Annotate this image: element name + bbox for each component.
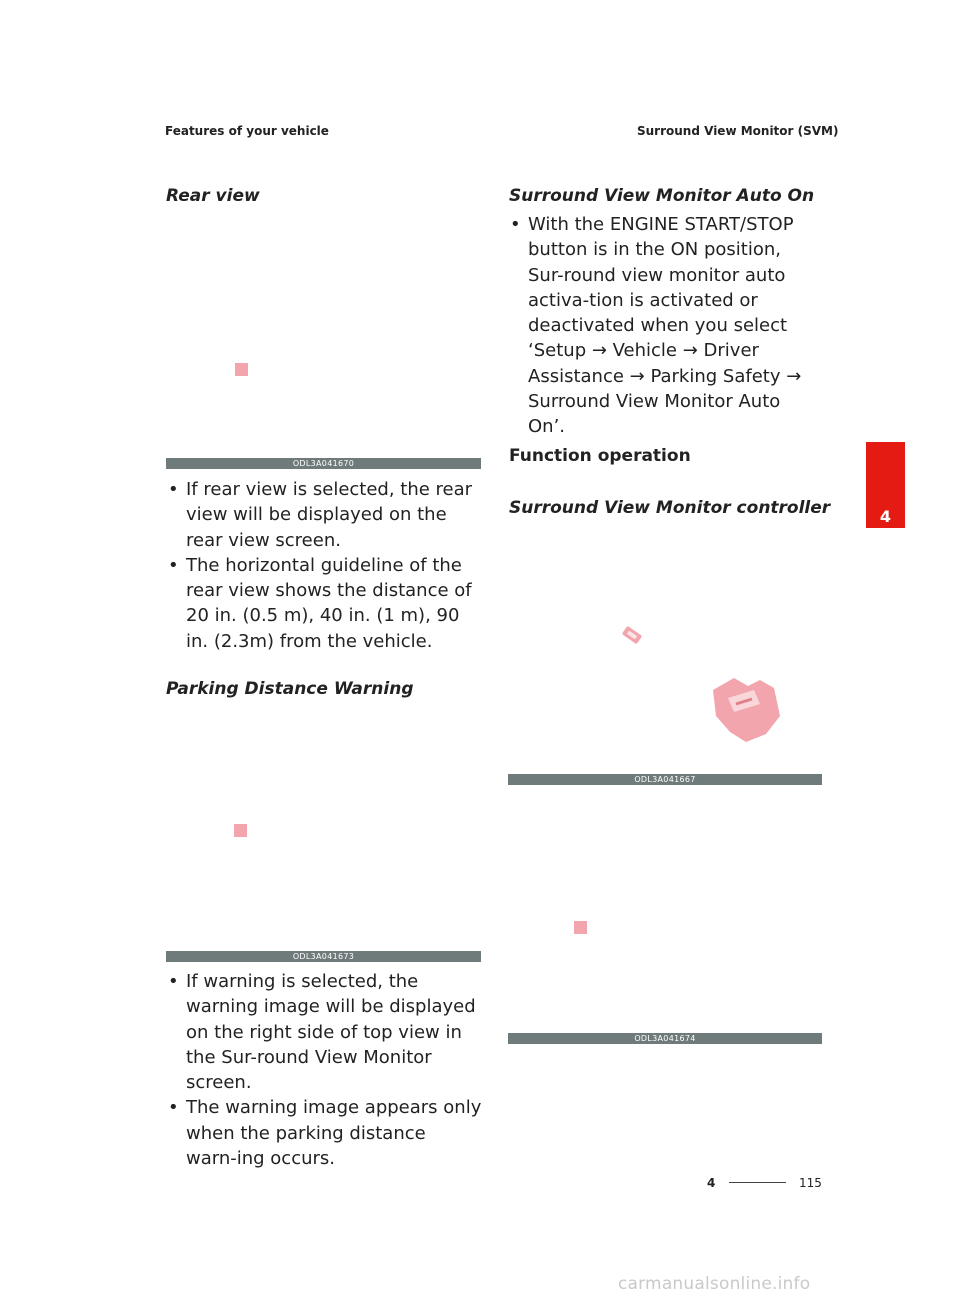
footer-divider [729, 1182, 786, 1183]
controller-console-icon [713, 678, 780, 742]
auto-on-heading: Surround View Monitor Auto On [509, 186, 815, 206]
chapter-side-tab [866, 442, 905, 528]
function-operation-heading: Function operation [509, 446, 691, 466]
parking-warning-figure [166, 707, 481, 951]
bottom-right-figure [508, 787, 822, 1033]
parking-distance-warning-heading: Parking Distance Warning [166, 679, 414, 699]
rear-view-heading: Rear view [166, 186, 260, 206]
parking-warning-bullets [166, 969, 482, 1171]
controller-key-icon [622, 626, 642, 645]
rear-view-figure-code: ODL3A041670 [166, 458, 481, 469]
parking-warning-figure-code: ODL3A041673 [166, 951, 481, 962]
page-number: 115 [799, 1176, 822, 1190]
list-item: • If rear view is selected, the rear view will be displayed on the rear view screen. [168, 479, 473, 551]
controller-figure [508, 528, 822, 774]
auto-on-bullets [508, 212, 822, 440]
footer-chapter-number: 4 [707, 1176, 716, 1190]
image-placeholder-icon [235, 363, 248, 376]
controller-illustration [508, 528, 822, 774]
list-item: • If warning is selected, the warning image will be displayed on the right side of top view in the Sur-round View Monitor screen. [168, 971, 476, 1094]
list-item: • The warning image appears only when the parking distance warn-ing occurs. [168, 1097, 482, 1170]
controller-figure-code: ODL3A041667 [508, 774, 822, 785]
running-header-left: Features of your vehicle [165, 124, 329, 138]
running-header-right: Surround View Monitor (SVM) [637, 124, 839, 138]
list-item: • The horizontal guideline of the rear view shows the distance of 20 in. (0.5 m), 40 in. (1 m), 90 in. (2.3m) from the vehicle. [168, 554, 472, 652]
chapter-tab-number: 4 [879, 507, 892, 526]
list-item: • With the ENGINE START/STOP button is in the ON position, Sur-round view monitor auto activa-tion is activated or deactivated when you select ‘Setup → Vehicle → Driver Assistance → Parking Safety → Surround View Monitor Auto On’. [510, 214, 802, 438]
image-placeholder-icon [574, 921, 587, 934]
bottom-right-figure-code: ODL3A041674 [508, 1033, 822, 1044]
controller-heading: Surround View Monitor controller [509, 498, 831, 518]
watermark: carmanualsonline.info [618, 1274, 811, 1294]
rear-view-bullets [166, 477, 482, 654]
rear-view-figure [166, 214, 481, 458]
image-placeholder-icon [234, 824, 247, 837]
